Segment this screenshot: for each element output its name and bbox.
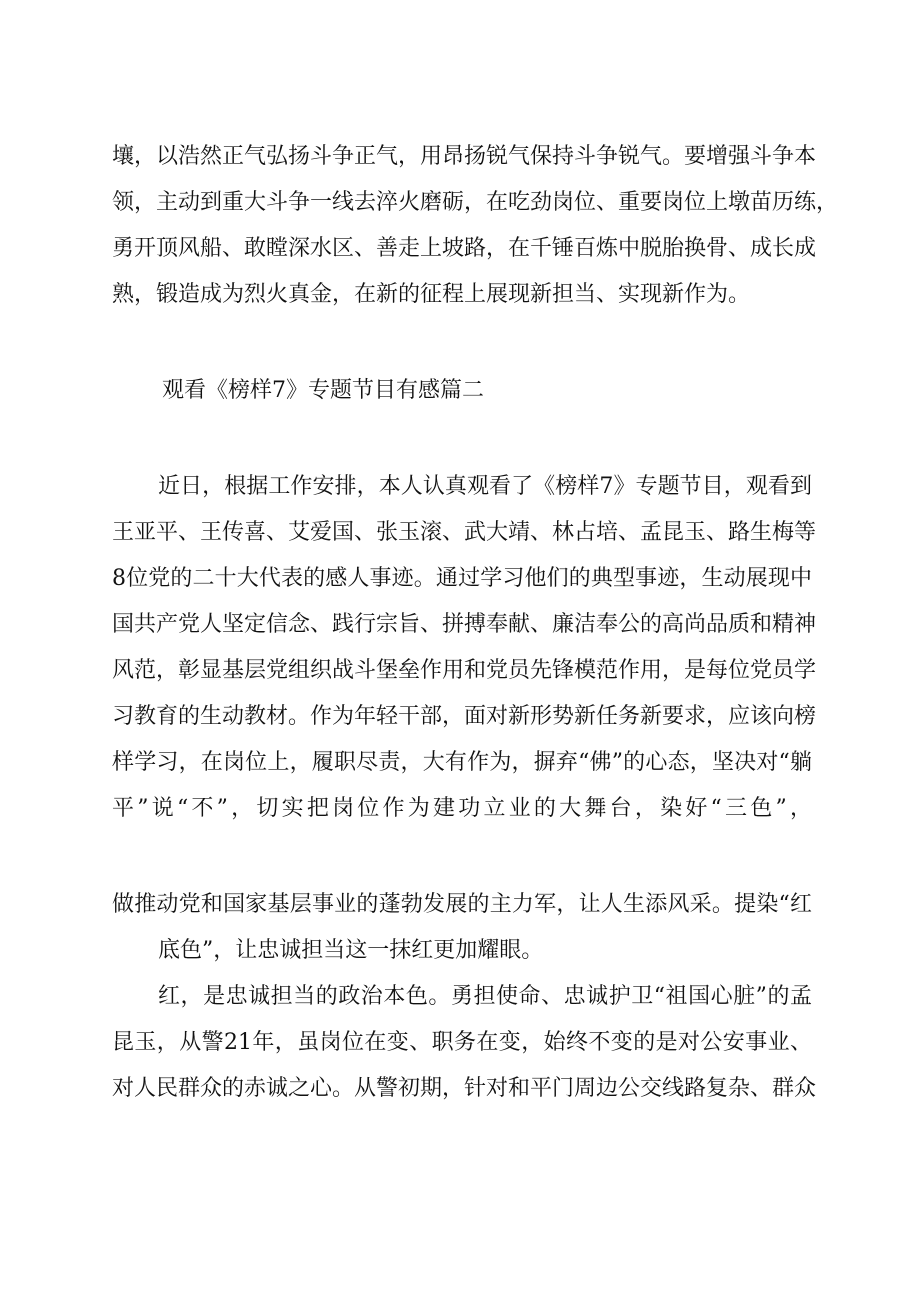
paragraph-line: 对人民群众的赤诚之心。从警初期，针对和平门周边公交线路复杂、群众 xyxy=(112,1076,817,1101)
paragraph-line: 勇开顶风船、敢瞠深水区、善走上坡路，在千锤百炼中脱胎换骨、成长成 xyxy=(112,236,817,261)
paragraph-line: 风范，彰显基层党组织战斗堡垒作用和党员先锋模范作用，是每位党员学 xyxy=(112,658,817,683)
paragraph-line: 底色”，让忠诚担当这一抹红更加耀眼。 xyxy=(158,938,544,963)
paragraph-line: 昆玉，从警21年，虽岗位在变、职务在变，始终不变的是对公安事业、 xyxy=(112,1030,812,1055)
paragraph-line: 做推动党和国家基层事业的蓬勃发展的主力军，让人生添风采。提染“红 xyxy=(112,892,812,917)
paragraph-line: 平”说“不”，切实把岗位作为建功立业的大舞台，染好“三色”， xyxy=(112,796,812,821)
section-heading: 观看《榜样7》专题节目有感篇二 xyxy=(162,378,484,403)
paragraph-line: 样学习，在岗位上，履职尽责，大有作为，摒弃“佛”的心态，坚决对“躺 xyxy=(112,750,812,775)
paragraph-line: 壤，以浩然正气弘扬斗争正气，用昂扬锐气保持斗争锐气。要增强斗争本 xyxy=(112,144,817,169)
paragraph-line: 熟，锻造成为烈火真金，在新的征程上展现新担当、实现新作为。 xyxy=(112,282,751,307)
paragraph-line: 国共产党人坚定信念、践行宗旨、拼搏奉献、廉洁奉公的高尚品质和精神 xyxy=(112,612,817,637)
paragraph-line: 习教育的生动教材。作为年轻干部，面对新形势新任务新要求，应该向榜 xyxy=(112,704,817,729)
paragraph-line: 8位党的二十大代表的感人事迹。通过学习他们的典型事迹，生动展现中 xyxy=(112,566,812,591)
paragraph-line: 王亚平、王传喜、艾爱国、张玉滚、武大靖、林占培、孟昆玉、路生梅等 xyxy=(112,520,817,545)
paragraph-line: 红，是忠诚担当的政治本色。勇担使命、忠诚护卫“祖国心脏”的孟 xyxy=(158,984,812,1009)
paragraph-line: 近日，根据工作安排，本人认真观看了《榜样7》专题节目，观看到 xyxy=(158,474,812,499)
paragraph-line: 领，主动到重大斗争一线去淬火磨砺，在吃劲岗位、重要岗位上墩苗历练， xyxy=(112,190,839,215)
